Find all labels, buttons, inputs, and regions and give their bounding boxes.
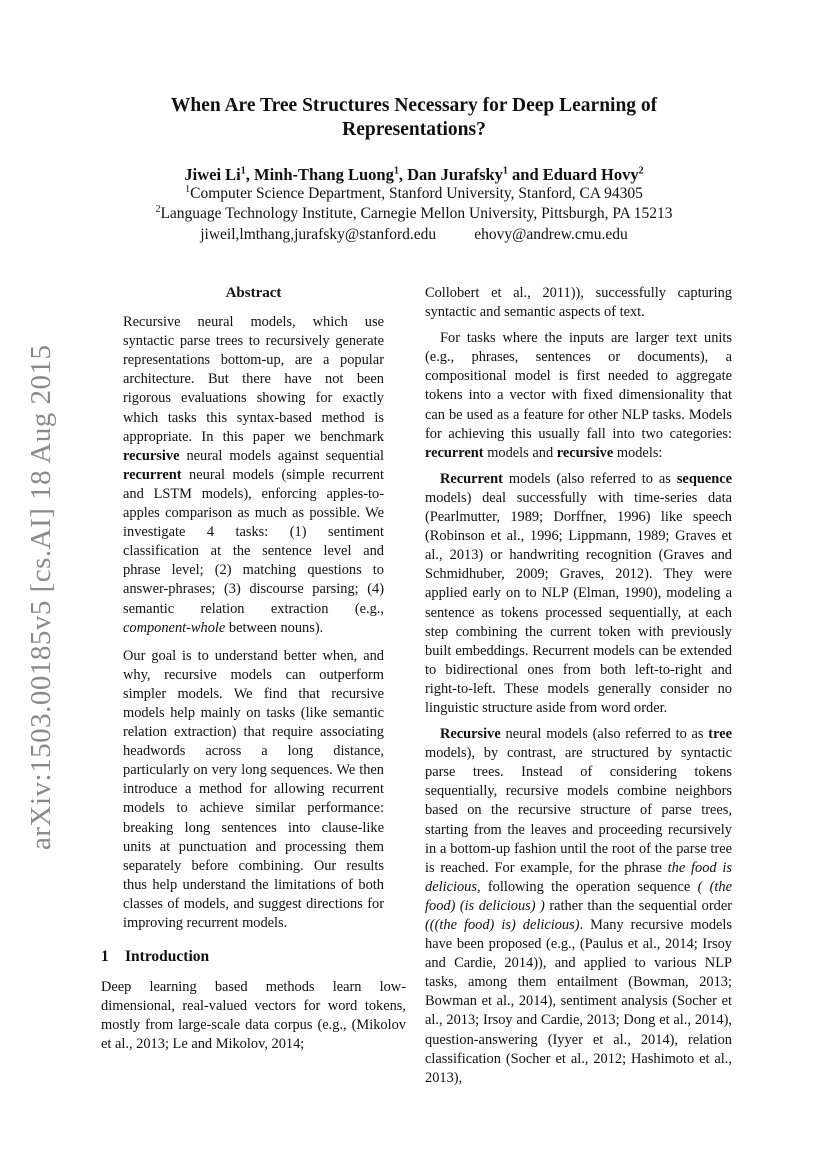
italic-term: (((the food) is) delicious) (425, 917, 580, 933)
affiliation-text: Computer Science Department, Stanford University, Stanford, CA 94305 (190, 185, 643, 202)
email-cmu: ehovy@andrew.cmu.edu (474, 226, 628, 243)
left-column (101, 284, 406, 1062)
text-span: neural models against sequential (179, 447, 384, 464)
bold-term: recurrent (425, 444, 484, 461)
section-title: Introduction (125, 948, 210, 966)
author-name: Eduard Hovy (542, 165, 639, 184)
bold-term: recurrent (123, 466, 182, 483)
italic-term: the food is delicious (425, 859, 732, 895)
text-span: . Many recursive models have been proposed (e.g., (Paulus et al., 2014; Irsoy and Cardie, 2014)), and applied to various NLP tasks, among them entailment (Bowman, 2013; Bowman et al., 2014), sentiment analysis (Socher et al., 2013; Irsoy and Cardie, 2013; Dong et al., 2014), question-answering (Iyyer et al., 2014), relation classification (Socher et al., 2012; Hashimoto et al., 2013), (425, 917, 732, 1086)
bold-term: Recursive (440, 726, 501, 743)
author-separator: and (507, 165, 543, 184)
affiliation-mark: 2 (155, 203, 161, 215)
affiliation-2 (0, 204, 828, 224)
section-heading (101, 947, 406, 966)
intro-paragraph-1-continued: Collobert et al., 2011)), successfully capturing syntactic and semantic aspects of text. (425, 285, 732, 321)
title-line-1: When Are Tree Structures Necessary for Deep Learning of (170, 95, 658, 116)
author-name: Minh-Thang Luong (254, 165, 394, 184)
author-name: Dan Jurafsky (407, 165, 503, 184)
author-separator: , (245, 165, 254, 184)
intro-paragraph-3 (425, 470, 732, 718)
abstract-heading: Abstract (225, 285, 282, 301)
author-mark: 2 (638, 165, 644, 177)
author-mark: 1 (393, 165, 399, 177)
text-span: , following the operation sequence (476, 878, 698, 895)
bold-term: recursive (556, 444, 614, 461)
abstract-paragraph-1 (123, 313, 384, 638)
affiliation-mark: 1 (185, 183, 191, 195)
text-span: rather than the sequential order (544, 897, 732, 914)
italic-term: component-whole (123, 619, 226, 636)
right-column (425, 284, 732, 1095)
text-span: models: (613, 444, 663, 461)
intro-paragraph-2 (425, 329, 732, 463)
author-emails (0, 225, 828, 245)
text-span: Recursive neural models, which use syntactic parse trees to recursively generate representations bottom-up, are a popular architecture. But there have not been rigorous evaluations showing for exactly which tasks this syntax-based method is appropriate. In this paper we benchmark (123, 314, 384, 445)
abstract-body (101, 313, 406, 933)
text-span: models and (483, 444, 557, 461)
intro-paragraph-1: Deep learning based methods learn low-dimensional, real-valued vectors for word tokens, mostly from large-scale data corpus (e.g., (Mikolov et al., 2013; Le and Mikolov, 2014; (101, 979, 406, 1053)
text-span: For tasks where the inputs are larger text units (e.g., phrases, sentences or documents), a compositional model is first needed to aggregate tokens into a vector with fixed dimensionality that can be used as a feature for other NLP tasks. Models for achieving this usually fall into two categories: (425, 330, 732, 442)
author-separator: , (398, 165, 408, 184)
author-list (0, 164, 828, 185)
abstract-paragraph-2: Our goal is to understand better when, and why, recursive models can outperform simpler models. We find that recursive models help mainly on tasks (like semantic relation extraction) that require associating headwords across a long distance, particularly on very long sequences. We then introduce a method for allowing recurrent models to achieve similar performance: breaking long sentences into clause-like units at punctuation and processing them separately before combining. Our results thus help understand the limitations of both classes of models, and suggest directions for improving recurrent models. (123, 647, 384, 931)
email-stanford: jiweil,lmthang,jurafsky@stanford.edu (200, 226, 437, 243)
arxiv-stamp: arXiv:1503.00185v5 [cs.AI] 18 Aug 2015 (25, 344, 57, 850)
section-number: 1 (101, 948, 109, 966)
title-line-2: Representations? (342, 119, 486, 140)
affiliation-1 (0, 184, 828, 204)
paper-title (0, 94, 828, 142)
text-span: neural models (also referred to as (500, 726, 709, 743)
text-span: between nouns). (225, 619, 324, 636)
bold-term: Recurrent (440, 470, 503, 487)
author-name: Jiwei Li (184, 165, 241, 184)
text-span: neural models (simple recurrent and LSTM models), enforcing apples-to-apples comparison as much as possible. We investigate 4 tasks: (1) sentiment classification at the sentence level and phrase level; (2) matching questions to answer-phrases; (3) discourse parsing; (4) semantic relation extraction (e.g., (123, 466, 384, 617)
affiliation-text: Language Technology Institute, Carnegie Mellon University, Pittsburgh, PA 15213 (160, 205, 673, 222)
bold-term: tree (708, 726, 732, 743)
intro-paragraph-4 (425, 725, 732, 1088)
italic-term: ( (the food) (is delicious) ) (425, 878, 732, 914)
bold-term: recursive (123, 447, 180, 464)
author-mark: 1 (502, 165, 508, 177)
bold-term: sequence (676, 470, 732, 487)
author-mark: 1 (240, 165, 246, 177)
text-span: models (also referred to as (502, 470, 677, 487)
text-span: models) deal successfully with time-series data (Pearlmutter, 1989; Dorffner, 1996) like speech (Robinson et al., 1996; Lippmann, 1989; Graves et al., 2013) or handwriting recognition (Graves and Schmidhuber, 2009; Graves, 2012). They were applied early on to NLP (Elman, 1990), modeling a sentence as tokens processed sequentially, at each step combining the current token with previously built embeddings. Recurrent models can be extended to bidirectional ones from both left-to-right and right-to-left. These models generally consider no linguistic structure aside from word order. (425, 489, 732, 716)
text-span: models), by contrast, are structured by syntactic parse trees. Instead of considering tokens sequentially, recursive models combine neighbors based on the recursive structure of parse trees, starting from the leaves and proceeding recursively in a bottom-up fashion until the root of the parse tree is reached. For example, for the phrase (425, 745, 732, 876)
